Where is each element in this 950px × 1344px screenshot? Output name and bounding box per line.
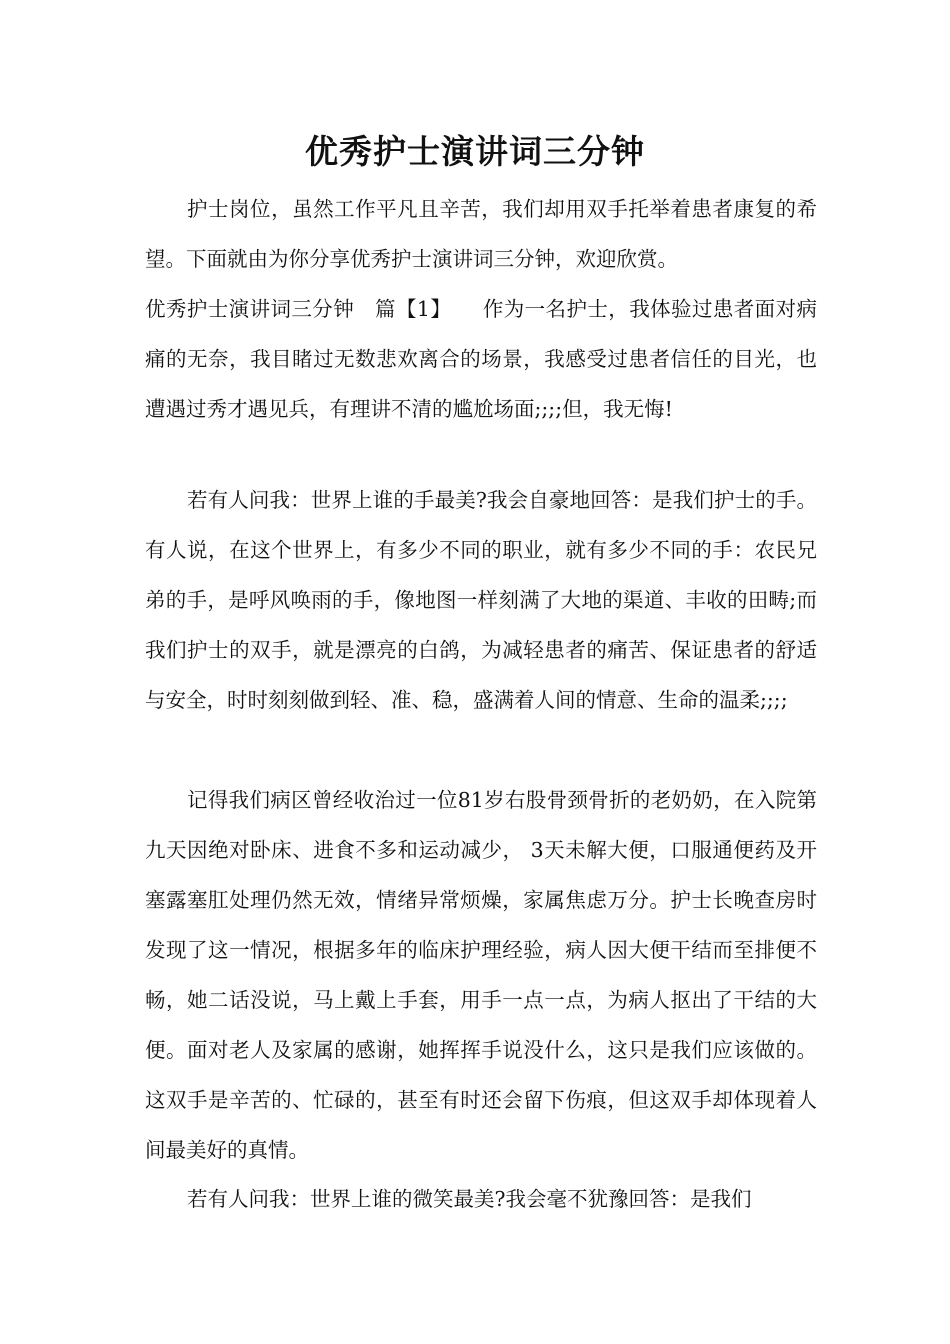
body-paragraph-1: 若有人问我：世界上谁的手最美?我会自豪地回答：是我们护士的手。有人说，在这个世界上，有多少不同的职业，就有多少不同的手：农民兄弟的手，是呼风唤雨的手，像地图一样刻满了大地的渠道、丰收的田畴;而我们护士的双手，就是漂亮的白鸽，为减轻患者的痛苦、保证患者的舒适与安全，时时刻刻做到轻、准、稳，盛满着人间的情意、生命的温柔;;;;: [145, 488, 817, 712]
section-first-paragraph: 作为一名护士，我体验过患者面对病痛的无奈，我目睹过无数悲欢离合的场景，我感受过患者信任的目光，也遭遇过秀才遇见兵，有理讲不清的尴尬场面;;;;但，我无悔!: [145, 297, 818, 421]
section-heading: 优秀护士演讲词三分钟 篇【1】: [145, 297, 483, 321]
section-1-paragraph: [145, 284, 817, 434]
body-paragraph-2: 记得我们病区曾经收治过一位81岁右股骨颈骨折的老奶奶，在入院第九天因绝对卧床、进食不多和运动减少， 3天未解大便，口服通便药及开塞露塞肛处理仍然无效，情绪异常烦燥，家属焦虑万分。护士长晚查房时发现了这一情况，根据多年的临床护理经验，病人因大便干结而至排便不畅，她二话没说，马上戴上手套，用手一点一点，为病人抠出了干结的大便。面对老人及家属的感谢，她挥挥手说没什么，这只是我们应该做的。这双手是辛苦的、忙碌的，甚至有时还会留下伤痕，但这双手却体现着人间最美好的真情。: [145, 788, 817, 1162]
intro-paragraph: 护士岗位，虽然工作平凡且辛苦，我们却用双手托举着患者康复的希望。下面就由为你分享优秀护士演讲词三分钟，欢迎欣赏。: [145, 197, 817, 271]
body-paragraph-3: 若有人问我：世界上谁的微笑最美?我会毫不犹豫回答：是我们: [187, 1187, 752, 1211]
document-title: 优秀护士演讲词三分钟: [305, 132, 645, 171]
